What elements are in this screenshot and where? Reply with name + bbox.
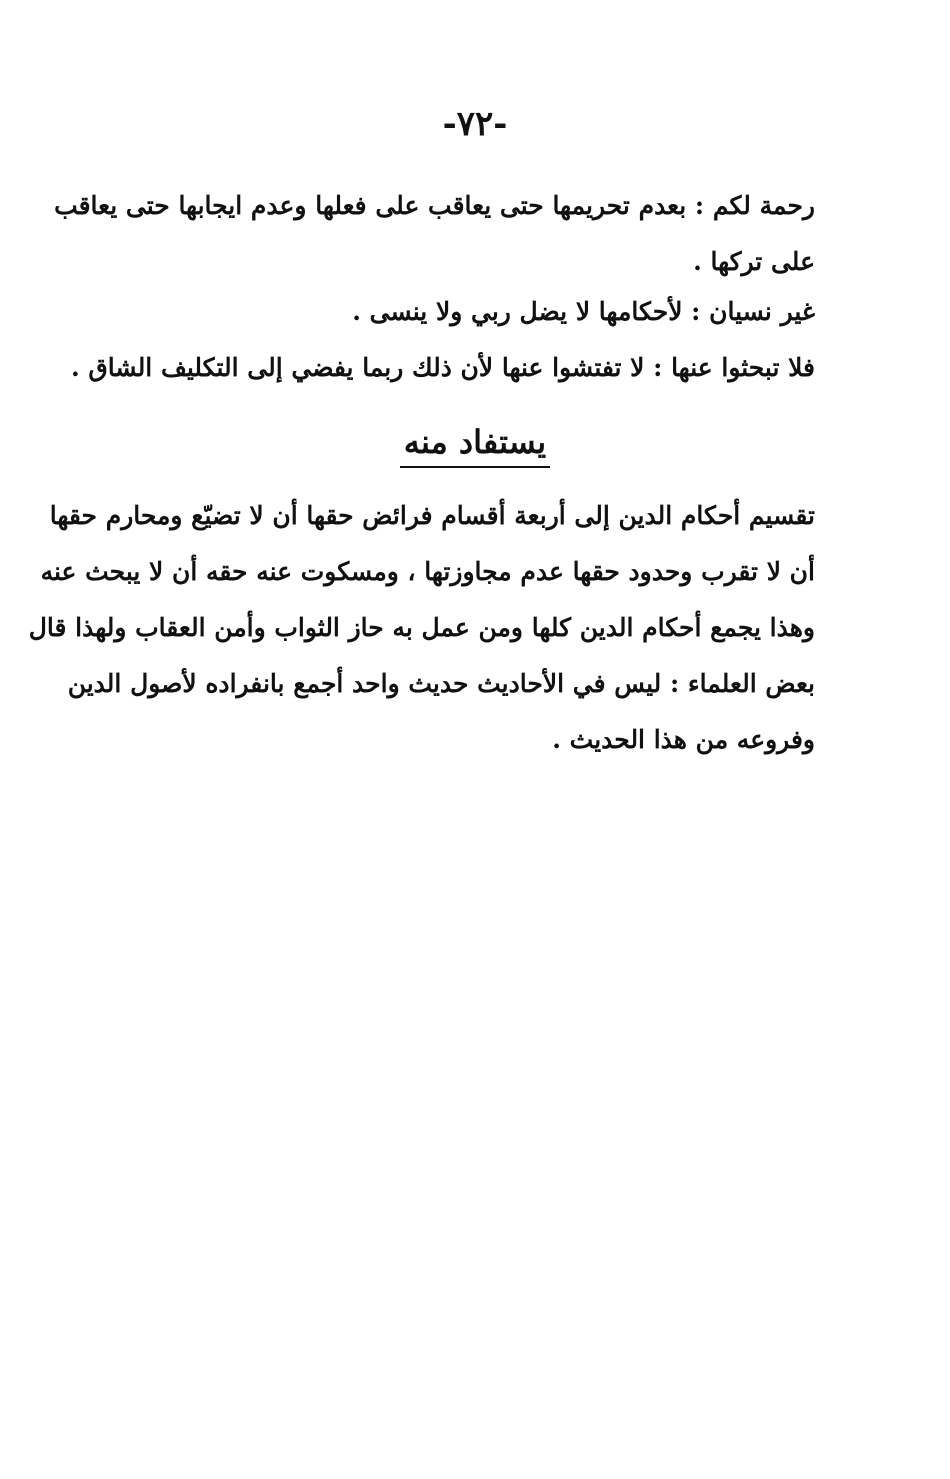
intro-line: رحمة لكم : بعدم تحريمها حتى يعاقب على فعلها وعدم ايجابها حتى يعاقب (54, 191, 815, 220)
intro-paragraph-forgetting (120, 284, 815, 340)
body-line: بعض العلماء : ليس في الأحاديث حديث واحد أجمع بانفراده لأصول الدين (67, 669, 815, 698)
section-heading (0, 420, 950, 468)
body-line: أن لا تقرب وحدود حقها عدم مجاوزتها ، ومسكوت عنه حقه أن لا يبحث عنه (40, 557, 815, 586)
body-line: وهذا يجمع أحكام الدين كلها ومن عمل به حاز الثواب وأمن العقاب ولهذا قال (28, 613, 815, 642)
intro-paragraph-do-not-search (70, 340, 815, 396)
section-body-paragraph (28, 488, 815, 768)
page-number: -٧٢- (442, 104, 508, 144)
section-heading-text: يستفاد منه (400, 420, 550, 468)
body-line: تقسيم أحكام الدين إلى أربعة أقسام فرائض حقها أن لا تضيّع ومحارم حقها (49, 501, 815, 530)
intro-line: على تركها . (693, 247, 815, 276)
intro-line: غير نسيان : لأحكامها لا يضل ربي ولا ينسى . (352, 297, 815, 326)
intro-line: فلا تبحثوا عنها : لا تفتشوا عنها لأن ذلك ربما يفضي إلى التكليف الشاق . (70, 353, 815, 382)
intro-paragraph-mercy (54, 178, 815, 290)
body-line: وفروعه من هذا الحديث . (552, 725, 815, 754)
